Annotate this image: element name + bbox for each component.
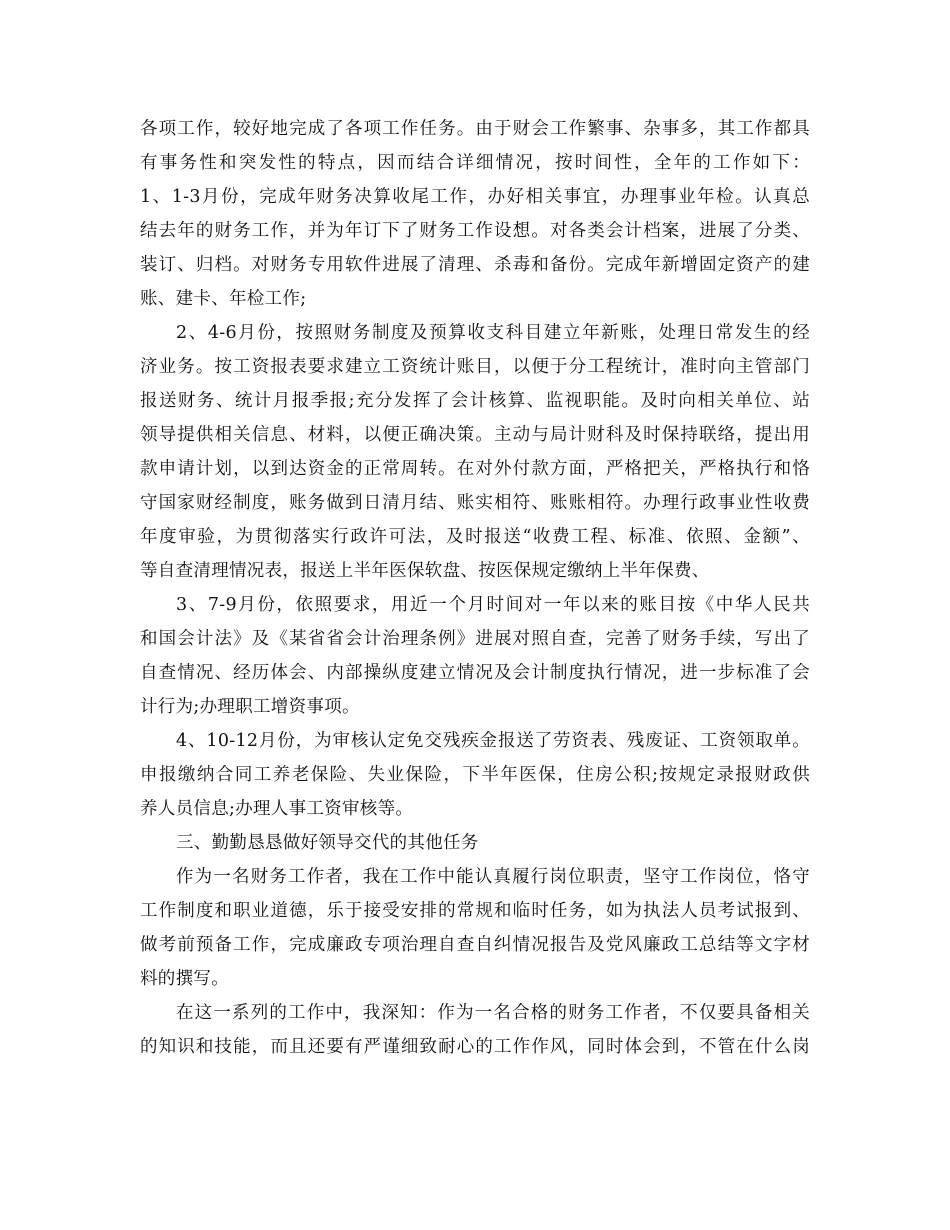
- text-line: 2、4-6月份，按照财务制度及预算收支科目建立年新账，处理日常发生的经: [176, 323, 810, 343]
- text-line: 1、1-3月份，完成年财务决算收尾工作，办好相关事宜，办理事业年检。认真总: [140, 187, 810, 207]
- text-line: 有事务性和突发性的特点，因而结合详细情况，按时间性，全年的工作如下：: [140, 153, 810, 173]
- text-line: 工作制度和职业道德，乐于接受安排的常规和临时任务，如为执法人员考试报到、: [140, 901, 810, 921]
- text-line: 在这一系列的工作中，我深知：作为一名合格的财务工作者，不仅要具备相关: [176, 1003, 810, 1023]
- text-line: 报送财务、统计月报季报;充分发挥了会计核算、监视职能。及时向相关单位、站: [140, 391, 810, 411]
- text-line: 自查情况、经历体会、内部操纵度建立情况及会计制度执行情况，进一步标准了会: [140, 663, 810, 683]
- text-line: 作为一名财务工作者，我在工作中能认真履行岗位职责，坚守工作岗位，恪守: [176, 867, 810, 887]
- document-body: [140, 112, 810, 1064]
- text-line: 济业务。按工资报表要求建立工资统计账目，以便于分工程统计，准时向主管部门: [140, 357, 810, 377]
- text-line: 等自查清理情况表，报送上半年医保软盘、按医保规定缴纳上半年保费、: [140, 561, 710, 581]
- text-line: 各项工作，较好地完成了各项工作任务。由于财会工作繁事、杂事多，其工作都具: [140, 119, 810, 139]
- text-line: 4、10-12月份，为审核认定免交残疾金报送了劳资表、残废证、工资领取单。: [176, 731, 810, 751]
- text-line: 守国家财经制度，账务做到日清月结、账实相符、账账相符。办理行政事业性收费: [140, 493, 810, 513]
- text-line: 款申请计划，以到达资金的正常周转。在对外付款方面，严格把关，严格执行和恪: [140, 459, 810, 479]
- text-line: 申报缴纳合同工养老保险、失业保险，下半年医保，住房公积;按规定录报财政供: [140, 765, 810, 785]
- text-line: 领导提供相关信息、材料，以便正确决策。主动与局计财科及时保持联络，提出用: [140, 425, 810, 445]
- text-line: 养人员信息;办理人事工资审核等。: [140, 799, 414, 819]
- text-line: 料的撰写。: [140, 969, 229, 989]
- text-line: 3、7-9月份，依照要求，用近一个月时间对一年以来的账目按《中华人民共: [176, 595, 810, 615]
- text-line: 做考前预备工作，完成廉政专项治理自查自纠情况报告及党风廉政工总结等文字材: [140, 935, 810, 955]
- text-line: 年度审验，为贯彻落实行政许可法，及时报送“收费工程、标准、依照、金额”、: [140, 527, 810, 547]
- text-line: 三、勤勤恳恳做好领导交代的其他任务: [176, 833, 479, 853]
- text-line: 装订、归档。对财务专用软件进展了清理、杀毒和备份。完成年新增固定资产的建: [140, 255, 810, 275]
- text-line: 账、建卡、年检工作;: [140, 289, 307, 309]
- text-line: 计行为;办理职工增资事项。: [140, 697, 360, 717]
- text-line: 结去年的财务工作，并为年订下了财务工作设想。对各类会计档案，进展了分类、: [140, 221, 810, 241]
- text-line: 的知识和技能，而且还要有严谨细致耐心的工作作风，同时体会到，不管在什么岗: [140, 1037, 810, 1057]
- text-line: 和国会计法》及《某省省会计治理条例》进展对照自查，完善了财务手续，写出了: [140, 629, 810, 649]
